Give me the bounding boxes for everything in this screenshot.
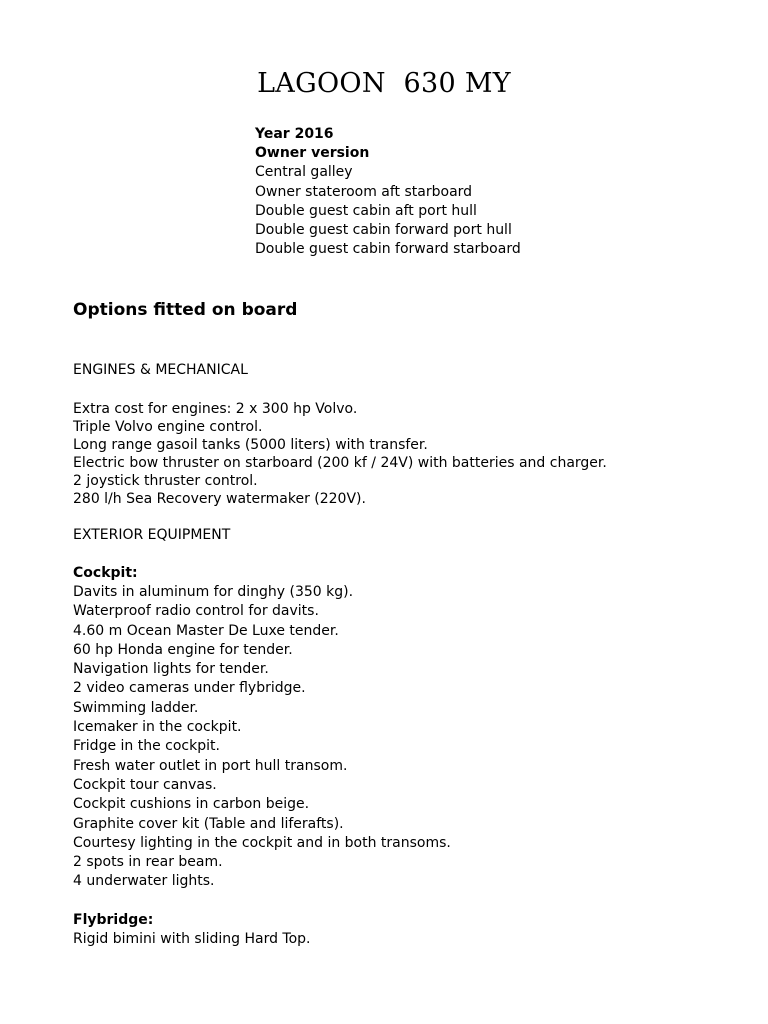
summary-line: Owner stateroom aft starboard [255,183,473,200]
list-item: 4 underwater lights. [73,873,215,890]
list-item: Fresh water outlet in port hull transom. [73,757,348,774]
list-item: Waterproof radio control for davits. [73,603,319,620]
list-item: Rigid bimini with sliding Hard Top. [73,930,311,947]
cockpit-list [73,583,753,892]
list-item: Triple Volvo engine control. [73,419,263,435]
flybridge-heading: Flybridge: [73,911,154,928]
list-item: 2 spots in rear beam. [73,854,223,871]
list-item: 2 video cameras under flybridge. [73,680,306,697]
engines-list [73,400,753,508]
list-item: Davits in aluminum for dinghy (350 kg). [73,584,354,600]
engines-heading: ENGINES & MECHANICAL [73,362,248,378]
summary-version: Owner version [255,145,370,162]
list-item: 2 joystick thruster control. [73,473,258,489]
list-item: Fridge in the cockpit. [73,738,220,755]
exterior-heading: EXTERIOR EQUIPMENT [73,527,231,543]
list-item: Navigation lights for tender. [73,661,269,678]
flybridge-list [73,930,753,949]
list-item: 4.60 m Ocean Master De Luxe tender. [73,622,339,639]
list-item: Extra cost for engines: 2 x 300 hp Volvo. [73,401,358,417]
list-item: 60 hp Honda engine for tender. [73,641,293,658]
summary-line: Double guest cabin forward port hull [255,221,512,238]
list-item: Electric bow thruster on starboard (200 kf / 24V) with batteries and charger. [73,455,607,471]
boat-summary [255,125,735,259]
list-item: Cockpit cushions in carbon beige. [73,796,310,813]
summary-year: Year 2016 [255,126,334,142]
summary-line: Double guest cabin aft port hull [255,202,477,219]
list-item: Swimming ladder. [73,699,199,716]
cockpit-heading: Cockpit: [73,565,138,581]
list-item: 280 l/h Sea Recovery watermaker (220V). [73,491,366,507]
list-item: Cockpit tour canvas. [73,776,217,793]
summary-line: Double guest cabin forward starboard [255,241,521,258]
engines-section [73,361,753,508]
exterior-section [73,526,753,949]
summary-line: Central galley [255,164,353,181]
list-item: Courtesy lighting in the cockpit and in both transoms. [73,834,451,851]
list-item: Graphite cover kit (Table and liferafts). [73,815,344,832]
document-title: LAGOON 630 MY [257,68,511,99]
options-heading: Options fitted on board [73,300,298,320]
list-item: Icemaker in the cockpit. [73,719,242,736]
list-item: Long range gasoil tanks (5000 liters) with transfer. [73,437,428,453]
